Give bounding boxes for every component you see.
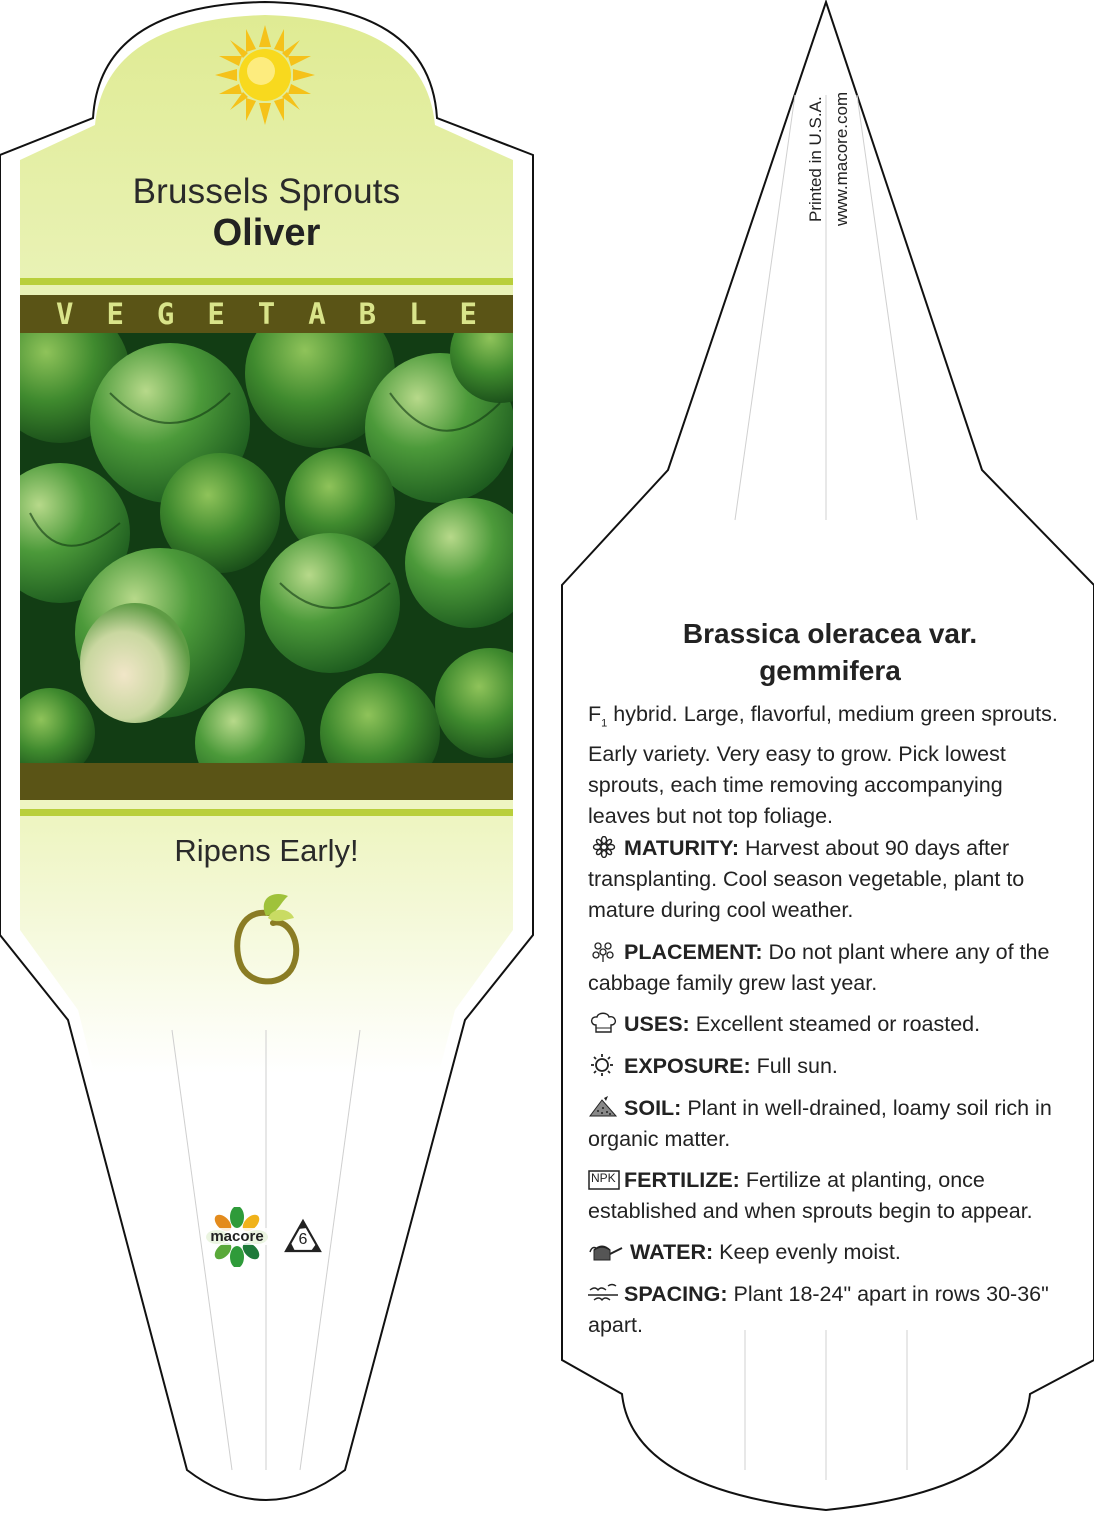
- watering-can-icon: [588, 1240, 626, 1262]
- divider-top: [20, 278, 513, 285]
- category-letter: E: [459, 297, 477, 331]
- recycle-number: 6: [298, 1231, 308, 1248]
- divider-bottom: [20, 809, 513, 816]
- category-letter: B: [358, 297, 377, 331]
- website-text: www.macore.com: [832, 91, 851, 226]
- npk-icon: [588, 1168, 620, 1190]
- npk-icon-text: NPK: [591, 1171, 616, 1185]
- exposure-section: [588, 1051, 1066, 1082]
- spacing-text: Plant 18-24" apart in rows 30-36" apart.: [588, 1282, 1049, 1337]
- placement-section: [588, 937, 1066, 999]
- category-letter: T: [257, 297, 276, 331]
- category-letter: A: [308, 297, 326, 331]
- uses-text: Excellent steamed or roasted.: [689, 1012, 981, 1036]
- macore-wordmark: macore: [203, 1228, 271, 1245]
- full-sun-icon: [215, 25, 315, 125]
- maturity-section: [588, 833, 1066, 926]
- exposure-text: Full sun.: [750, 1054, 838, 1078]
- soil-section: [588, 1093, 1066, 1155]
- water-label: WATER:: [630, 1240, 714, 1264]
- printed-in-line: [806, 96, 826, 382]
- water-text: Keep evenly moist.: [713, 1240, 901, 1264]
- placement-flowers-icon: [588, 940, 620, 962]
- water-section: [588, 1237, 1066, 1268]
- photo-footer-bar: [20, 763, 513, 800]
- soil-icon: [588, 1096, 620, 1118]
- maturity-text: Harvest about 90 days after transplanting. Cool season vegetable, plant to mature during cool weather.: [588, 836, 1025, 922]
- brussels-sprouts-photo: [20, 333, 513, 763]
- fertilize-label: FERTILIZE:: [624, 1168, 740, 1192]
- placement-text: Do not plant where any of the cabbage family grew last year.: [588, 940, 1050, 995]
- macore-logo: [203, 1207, 271, 1267]
- description-prefix: F: [588, 702, 602, 726]
- category-letter: L: [409, 297, 427, 331]
- printed-in-text: Printed in U.S.A.: [806, 96, 825, 222]
- fertilize-section: [588, 1165, 1066, 1227]
- category-letter: V: [56, 297, 74, 331]
- uses-label: USES:: [624, 1012, 690, 1036]
- soil-label: SOIL:: [624, 1096, 682, 1120]
- variety-name: Oliver: [212, 212, 321, 254]
- common-name: Brussels Sprouts: [132, 172, 401, 211]
- category-band: [20, 295, 513, 333]
- category-letter: E: [207, 297, 225, 331]
- placement-label: PLACEMENT:: [624, 940, 763, 964]
- soil-text: Plant in well-drained, loamy soil rich in organic matter.: [588, 1096, 1052, 1151]
- chef-hat-icon: [588, 1012, 620, 1034]
- description-text: hybrid. Large, flavorful, medium green sprouts. Early variety. Very easy to grow. Pick lowest sprouts, each time removing accompanying leaves but not top foliage.: [588, 702, 1058, 829]
- exposure-label: EXPOSURE:: [624, 1054, 751, 1078]
- scientific-name-line1: Brassica oleracea var.: [682, 618, 978, 649]
- fertilize-text: Fertilize at planting, once established and when sprouts begin to appear.: [588, 1168, 1033, 1223]
- website-line: [832, 91, 852, 396]
- flower-icon: [588, 836, 620, 858]
- description-subscript: 1: [601, 717, 608, 730]
- category-letter: G: [156, 297, 175, 331]
- sprout-logo-icon: [228, 888, 308, 988]
- maturity-label: MATURITY:: [624, 836, 740, 860]
- recycle-symbol: [283, 1218, 323, 1256]
- spacing-section: [588, 1279, 1066, 1341]
- scientific-name-line2: gemmifera: [759, 655, 901, 686]
- spacing-label: SPACING:: [624, 1282, 728, 1306]
- spacing-icon: [588, 1282, 620, 1304]
- tagline: Ripens Early!: [174, 833, 359, 868]
- category-letter: E: [106, 297, 124, 331]
- uses-section: [588, 1009, 1066, 1040]
- description: [588, 699, 1066, 832]
- sun-icon: [588, 1054, 620, 1076]
